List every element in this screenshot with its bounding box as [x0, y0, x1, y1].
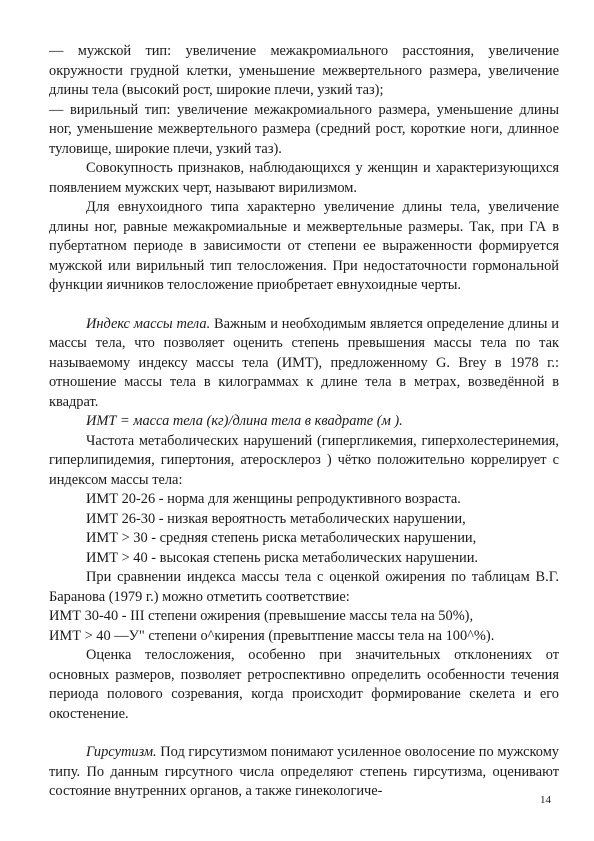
bmi-range-2: ИМТ 26-30 - низкая вероятность метаболических нарушении, — [86, 510, 466, 527]
bmi-range-1: ИМТ 20-26 - норма для женщины репродуктивного возраста. — [86, 491, 461, 507]
bmi-range-4: ИМТ > 40 - высокая степень риска метаболических нарушении. — [86, 549, 479, 566]
male-type-paragraph: — мужской тип: увеличение межакромиального расстояния, увеличение окружности грудной клетки, уменьшение межвертельного размера, увеличение длины тела (высокий рост, широкие плечи, узкий таз); — [49, 43, 559, 98]
bmi-range-3: ИМТ > 30 - средняя степень риска метаболических нарушении, — [86, 530, 477, 546]
page-number: 14 — [540, 794, 551, 806]
metabolic-paragraph: Частота метаболических нарушений (гипергликемия, гиперхолестеринемия, гиперлипидемия, гипертония, атеросклероз ) чётко положительно коррелирует с индексом массы тела: — [49, 432, 559, 488]
spacer — [49, 724, 559, 743]
spacer — [49, 296, 559, 315]
obesity-line-1: ИМТ 30-40 - III степени ожирения (превышение массы тела на 50%), — [49, 608, 474, 624]
assessment-paragraph: Оценка телосложения, особенно при значительных отклонениях от основных размеров, позволяет ретроспективно определить особенности течения периода полового созревания, когда происходит формирование скелета и его окостенение. — [49, 647, 559, 722]
hirsutism-text: Под гирсутизмом понимают усиленное оволосение по мужскому типу. По данным гирсутного числа определяют степень гирсутизма, оценивают состояние внутренних органов, а также гинекологиче- — [49, 744, 559, 799]
hirsutism-heading: Гирсутизм. — [86, 744, 157, 760]
eunuchoid-paragraph: Для евнухоидного типа характерно увеличение длины тела, увеличение длины ног, равные межакромиальные и межвертельные размеры. Так, при ГА в пубертатном периоде в зависимости от степени ее выраженности формируется мужской или вирильный тип телосложения. При недостаточности гормональной функции яичников телосложение приобретает евнухоидные черты. — [49, 199, 559, 293]
body-text — [49, 42, 559, 802]
virile-type-paragraph: — вирильный тип: увеличение межакромиального размера, уменьшение длины ног, уменьшение межвертельного размера (средний рост, короткие ноги, длинное туловище, широкие плечи, узкий таз). — [49, 101, 559, 157]
obesity-line-2: ИМТ > 40 —У" степени о^кирения (превытпение массы тела на 100^%). — [49, 627, 495, 644]
virilism-paragraph: Совокупность признаков, наблюдающихся у женщин и характеризующихся появлением мужских черт, называют вирилизмом. — [49, 160, 559, 196]
bmi-heading: Индекс массы тела. — [86, 315, 211, 332]
bmi-intro: Важным и необходимым является определение длины и массы тела, что позволяет оценить степень превышения массы тела по так называемому индексу массы тела (ИМТ), предложенному G. Brey в 1978 г.: отношение массы тела в килограммах к длине тела в метрах, возведённой в квадрат. — [49, 315, 559, 410]
hirsutism-paragraph — [49, 743, 559, 802]
bmi-formula: ИМТ = масса тела (кг)/длина тела в квадрате (м ). — [86, 413, 403, 429]
bmi-paragraph — [49, 315, 559, 413]
baranov-paragraph: При сравнении индекса массы тела с оценкой ожирения по таблицам В.Г. Баранова (1979 г.) можно отметить соответствие: — [49, 569, 559, 605]
